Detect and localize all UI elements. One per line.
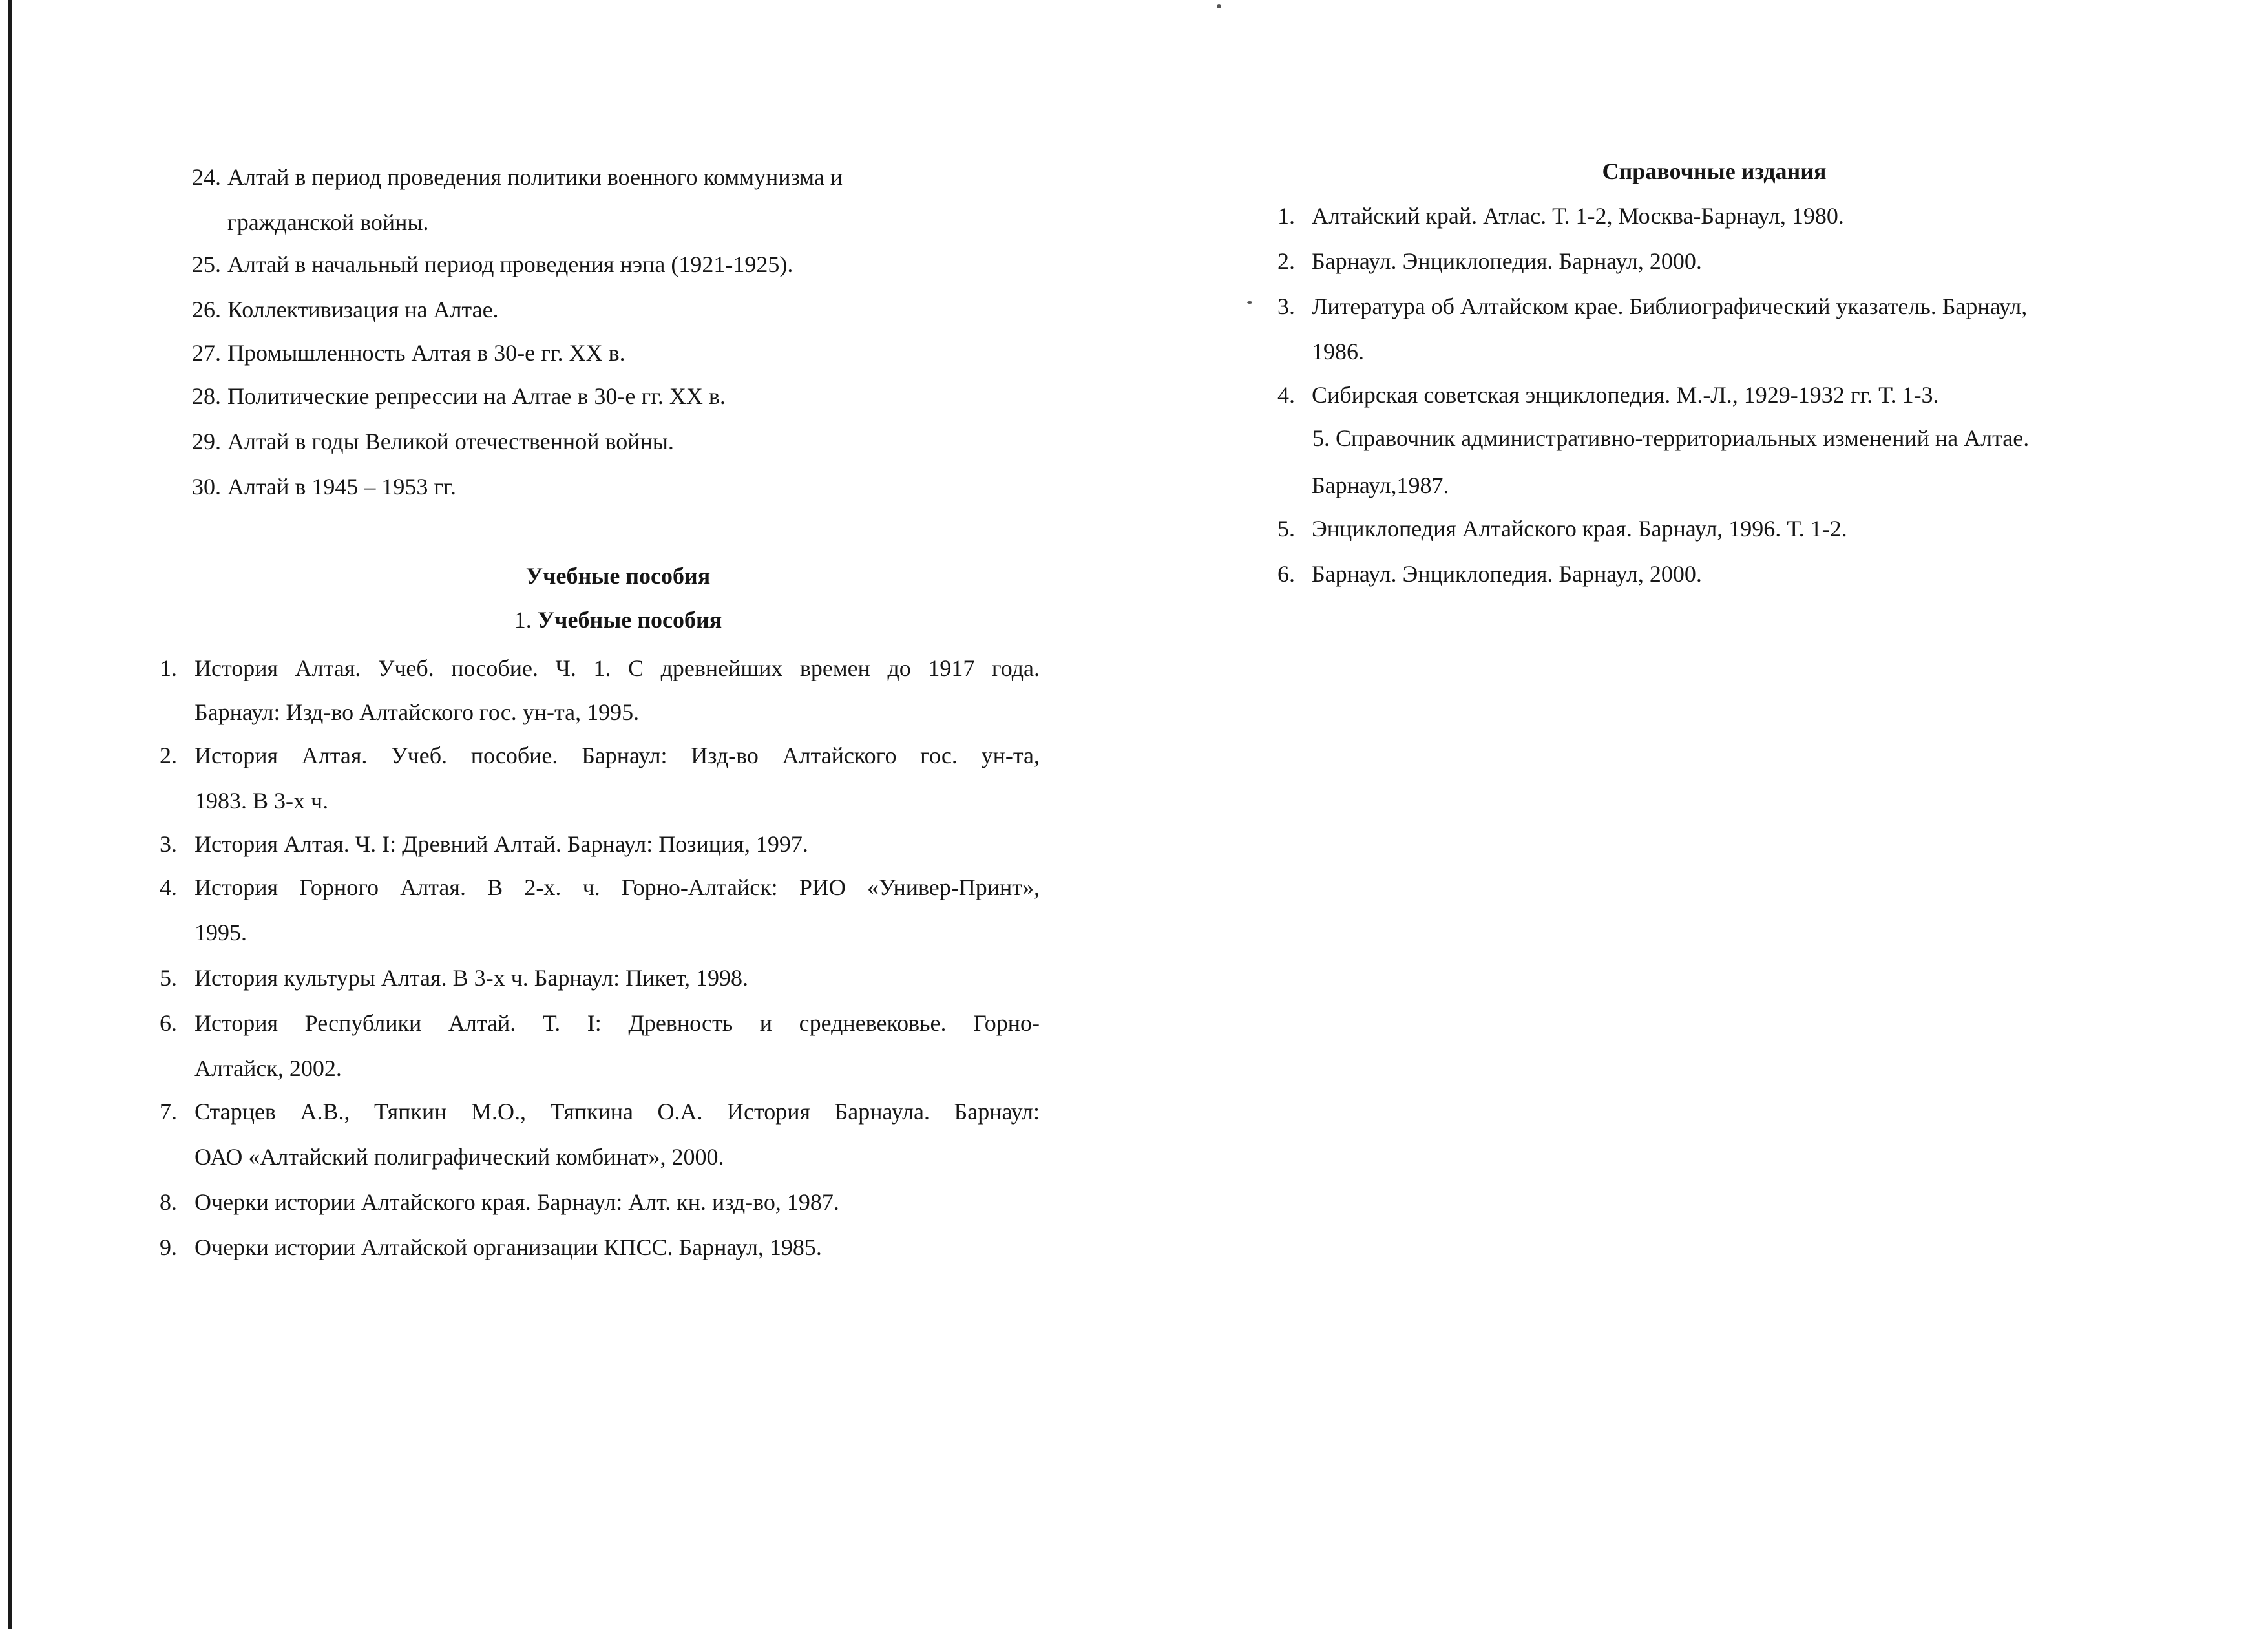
- topic-number: 30.: [192, 474, 221, 500]
- subsection-title: Учебные пособия: [537, 607, 722, 633]
- list-item-text-continued: ОАО «Алтайский полиграфический комбинат», 2000.: [194, 1144, 724, 1170]
- scan-speck: [1217, 4, 1221, 8]
- list-number: 3.: [1277, 293, 1295, 319]
- topic-text: Алтай в начальный период проведения нэпа (1921-1925).: [227, 251, 793, 277]
- topic-text: Алтай в 1945 – 1953 гг.: [227, 474, 456, 500]
- list-number: 6.: [160, 1010, 177, 1036]
- list-number: 5.: [1277, 516, 1295, 542]
- list-item-text: Очерки истории Алтайской организации КПСС. Барнаул, 1985.: [194, 1234, 822, 1260]
- list-item-text: История Горного Алтая. В 2-х. ч. Горно-Алтайск: РИО «Универ-Принт»,: [194, 874, 1040, 900]
- topic-text: Коллективизация на Алтае.: [227, 297, 499, 322]
- list-number: 1.: [1277, 203, 1295, 229]
- list-number: 2.: [160, 743, 177, 768]
- topic-text: Алтай в годы Великой отечественной войны.: [227, 428, 674, 454]
- list-number: 8.: [160, 1189, 177, 1215]
- list-item-text: 5. Справочник административно-территориальных изменений на Алтае.: [1312, 425, 2030, 451]
- list-item-text: Литература об Алтайском крае. Библиографический указатель. Барнаул,: [1312, 293, 2028, 319]
- topic-number: 29.: [192, 428, 221, 454]
- list-number: 2.: [1277, 248, 1295, 274]
- list-number: 9.: [160, 1234, 177, 1260]
- section-heading: Справочные издания: [1602, 158, 1827, 184]
- topic-number: 25.: [192, 251, 221, 277]
- list-item-text: Очерки истории Алтайского края. Барнаул: Алт. кн. изд-во, 1987.: [194, 1189, 839, 1215]
- list-number: 5.: [160, 965, 177, 991]
- list-item-text: История культуры Алтая. В 3-х ч. Барнаул: Пикет, 1998.: [194, 965, 749, 991]
- list-item-text: История Республики Алтай. Т. I: Древность и средневековье. Горно-: [194, 1010, 1040, 1036]
- topic-text: Алтай в период проведения политики военного коммунизма и: [227, 164, 843, 190]
- list-item-text-continued: 1995.: [194, 920, 247, 945]
- list-item-text: История Алтая. Учеб. пособие. Ч. 1. С древнейших времен до 1917 года.: [194, 655, 1040, 681]
- list-number: 4.: [160, 874, 177, 900]
- list-number: 6.: [1277, 561, 1295, 587]
- topic-number: 28.: [192, 383, 221, 409]
- list-item-text: Алтайский край. Атлас. Т. 1-2, Москва-Барнаул, 1980.: [1312, 203, 1844, 229]
- list-item-text-continued: 1983. В 3-х ч.: [194, 788, 329, 814]
- subsection-number: 1.: [514, 607, 532, 633]
- topic-number: 24.: [192, 164, 221, 190]
- list-item-text: История Алтая. Ч. I: Древний Алтай. Барнаул: Позиция, 1997.: [194, 831, 808, 857]
- topic-text: Политические репрессии на Алтае в 30-е гг. XX в.: [227, 383, 726, 409]
- section-heading: Учебные пособия: [525, 563, 711, 589]
- scan-edge: [8, 0, 12, 1629]
- list-number: 4.: [1277, 382, 1295, 408]
- list-item-text-continued: Алтайск, 2002.: [194, 1055, 342, 1081]
- list-number: 1.: [160, 655, 177, 681]
- scan-speck: [1247, 301, 1252, 304]
- list-item-text-continued: Барнаул: Изд-во Алтайского гос. ун-та, 1995.: [194, 699, 640, 725]
- list-item-text: История Алтая. Учеб. пособие. Барнаул: Изд-во Алтайского гос. ун-та,: [194, 743, 1040, 768]
- list-item-text: Сибирская советская энциклопедия. М.-Л., 1929-1932 гг. Т. 1-3.: [1312, 382, 1939, 408]
- list-item-text: Старцев А.В., Тяпкин М.О., Тяпкина О.А. История Барнаула. Барнаул:: [194, 1099, 1040, 1125]
- subsection-heading: [0, 606, 1236, 634]
- topic-text-continued: гражданской войны.: [227, 209, 429, 235]
- topic-number: 27.: [192, 340, 221, 366]
- list-number: 3.: [160, 831, 177, 857]
- topic-text: Промышленность Алтая в 30-е гг. XX в.: [227, 340, 625, 366]
- list-item-text-continued: 1986.: [1312, 339, 1364, 364]
- topic-number: 26.: [192, 297, 221, 322]
- list-item-text: Барнаул. Энциклопедия. Барнаул, 2000.: [1312, 561, 1702, 587]
- list-item-text: Барнаул. Энциклопедия. Барнаул, 2000.: [1312, 248, 1702, 274]
- list-number: 7.: [160, 1099, 177, 1125]
- list-item-text: Энциклопедия Алтайского края. Барнаул, 1996. Т. 1-2.: [1312, 516, 1847, 542]
- list-item-text-continued: Барнаул,1987.: [1312, 472, 1449, 498]
